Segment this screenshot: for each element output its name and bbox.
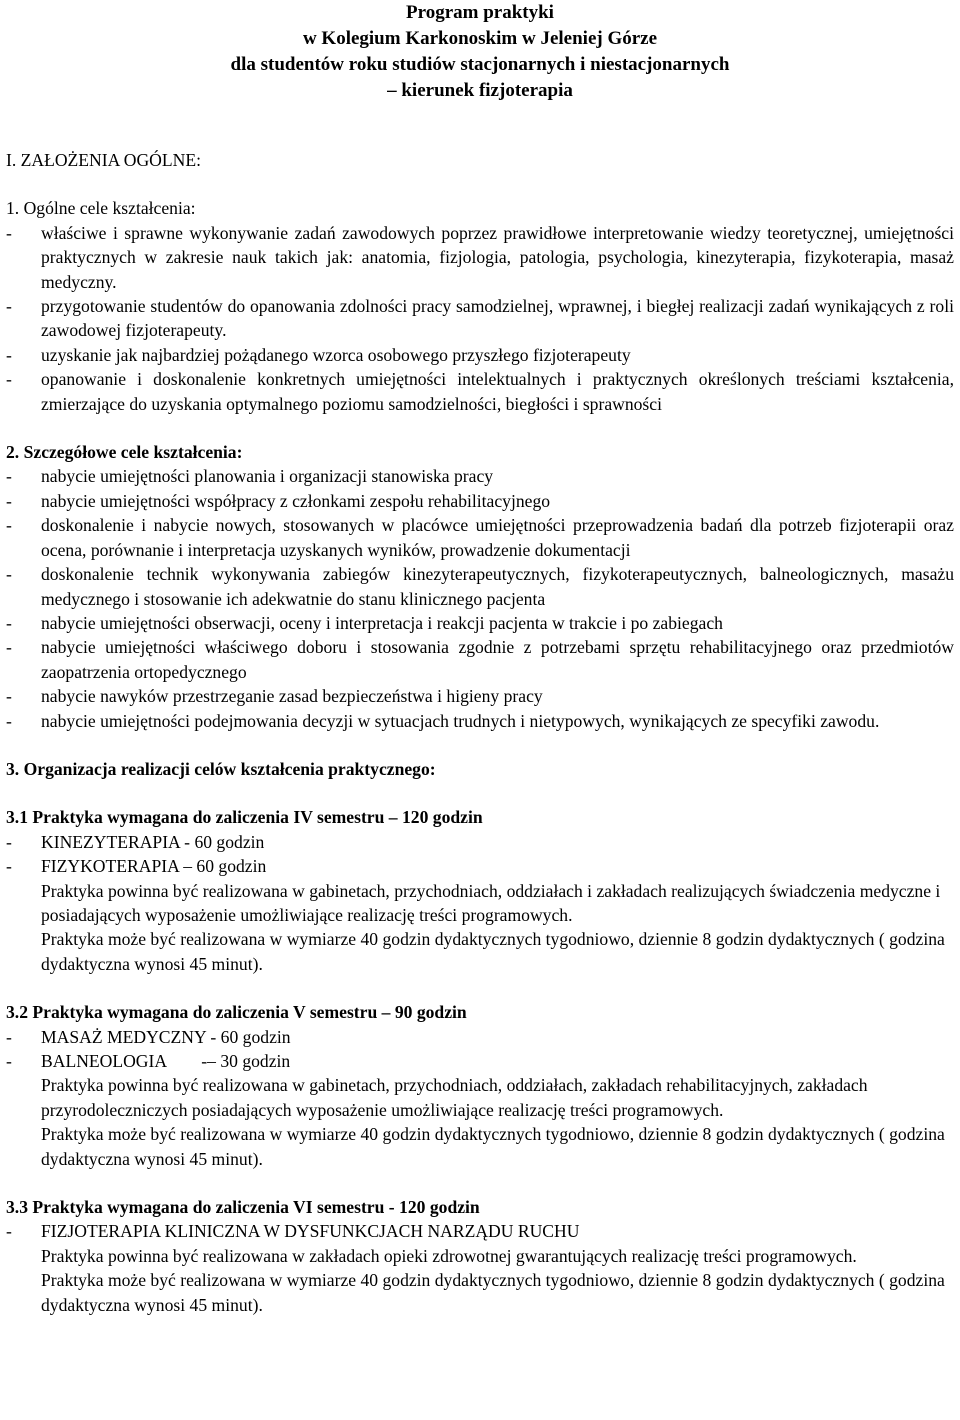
subsection-heading-general-goals: 1. Ogólne cele kształcenia: — [6, 198, 196, 219]
document-title — [6, 0, 954, 104]
practice-heading-semester-6: 3.3 Praktyka wymagana do zaliczenia VI semestru - 120 godzin — [6, 1197, 480, 1218]
list-item: - nabycie nawyków przestrzeganie zasad bezpieczeństwa i higieny pracy — [6, 686, 543, 707]
list-item: - uzyskanie jak najbardziej pożądanego wzorca osobowego przyszłego fizjoterapeuty — [6, 344, 631, 365]
subsection-heading-detailed-goals: 2. Szczegółowe cele kształcenia: — [6, 442, 243, 463]
list-item: - KINEZYTERAPIA - 60 godzin — [6, 831, 265, 852]
practice-place-paragraph: Praktyka powinna być realizowana w gabinetach, przychodniach, oddziałach i zakładach realizujących świadczenia medyczne i posiadających wyposażenie umożliwiające realizację treści programowych. — [41, 880, 941, 925]
list-item: - nabycie umiejętności współpracy z członkami zespołu rehabilitacyjnego — [6, 490, 551, 511]
list-item: - nabycie umiejętności planowania i organizacji stanowiska pracy — [6, 466, 494, 487]
list-item: - doskonalenie technik wykonywania zabiegów kinezyterapeutycznych, fizykoterapeutycznych, balneologicznych, masażu medycznego i stosowanie ich adekwatnie do stanu klinicznego pacjenta — [6, 564, 954, 609]
section-heading-general: I. ZAŁOŻENIA OGÓLNE: — [6, 150, 201, 170]
list-item: - nabycie umiejętności obserwacji, oceny i interpretacja i reakcji pacjenta w trakcie i po zabiegach — [6, 612, 723, 633]
list-item: - właściwe i sprawne wykonywanie zadań zawodowych poprzez prawidłowe interpretowanie wiedzy teoretycznej, umiejętności praktycznych w zakresie nauk takich jak: anatomia, fizjologia, patologia, psychologia, kinezyterapia, fizykoterapia, masaż medyczny. — [6, 222, 954, 292]
list-item: - nabycie umiejętności podejmowania decyzji w sytuacjach trudnych i nietypowych, wynikających ze specyfiki zawodu. — [6, 710, 880, 731]
practice-place-paragraph: Praktyka powinna być realizowana w zakładach opieki zdrowotnej gwarantujących realizację treści programowych. — [41, 1245, 857, 1266]
list-item: - MASAŻ MEDYCZNY - 60 godzin — [6, 1026, 291, 1047]
list-item: - opanowanie i doskonalenie konkretnych umiejętności intelektualnych i praktycznych określonych treściami kształcenia, zmierzające do uzyskania optymalnego poziomu samodzielności, biegłości i sprawności — [6, 369, 954, 414]
title-line-2: w Kolegium Karkonoskim w Jeleniej Górze — [302, 28, 658, 49]
list-item: - przygotowanie studentów do opanowania zdolności pracy samodzielnej, wprawnej, i biegłej realizacji zadań wynikających z roli zawodowej fizjoterapeuty. — [6, 296, 954, 341]
list-item: - doskonalenie i nabycie nowych, stosowanych w placówce umiejętności przeprowadzenia badań dla potrzeb fizjoterapii oraz ocena, porównanie i interpretacja uzyskanych wyników, prowadzenie dokumentacji — [6, 515, 954, 560]
list-item: - BALNEOLOGIA -– 30 godzin — [6, 1051, 291, 1071]
list-item: - FIZJOTERAPIA KLINICZNA W DYSFUNKCJACH NARZĄDU RUCHU — [6, 1221, 580, 1242]
practice-place-paragraph: Praktyka powinna być realizowana w gabinetach, przychodniach, oddziałach, zakładach rehabilitacyjnych, zakładach przyrodoleczniczych posiadających wyposażenie umożliwiające realizację treści programowych. — [41, 1075, 868, 1120]
title-line-3: dla studentów roku studiów stacjonarnych i niestacjonarnych — [230, 54, 730, 75]
practice-heading-semester-4: 3.1 Praktyka wymagana do zaliczenia IV semestru – 120 godzin — [6, 807, 483, 828]
subsection-heading-organization: 3. Organizacja realizacji celów kształcenia praktycznego: — [6, 758, 436, 779]
practice-heading-semester-5: 3.2 Praktyka wymagana do zaliczenia V semestru – 90 godzin — [6, 1002, 467, 1023]
practice-hours-paragraph: Praktyka może być realizowana w wymiarze 40 godzin dydaktycznych tygodniowo, dziennie 8 godzin dydaktycznych ( godzina dydaktyczna wynosi 45 minut). — [41, 1124, 945, 1169]
practice-hours-paragraph: Praktyka może być realizowana w wymiarze 40 godzin dydaktycznych tygodniowo, dziennie 8 godzin dydaktycznych ( godzina dydaktyczna wynosi 45 minut). — [41, 1270, 945, 1315]
list-item: - FIZYKOTERAPIA – 60 godzin — [6, 856, 267, 877]
general-goals-list — [6, 221, 954, 416]
practice-hours-paragraph: Praktyka może być realizowana w wymiarze 40 godzin dydaktycznych tygodniowo, dziennie 8 godzin dydaktycznych ( godzina dydaktyczna wynosi 45 minut). — [41, 929, 945, 974]
list-item: - nabycie umiejętności właściwego doboru i stosowania zgodnie z potrzebami sprzętu rehabilitacyjnego oraz przedmiotów zaopatrzenia ortopedycznego — [6, 637, 954, 682]
title-line-1: Program praktyki — [406, 2, 554, 23]
detailed-goals-list — [6, 464, 954, 732]
title-line-4: – kierunek fizjoterapia — [387, 80, 573, 101]
